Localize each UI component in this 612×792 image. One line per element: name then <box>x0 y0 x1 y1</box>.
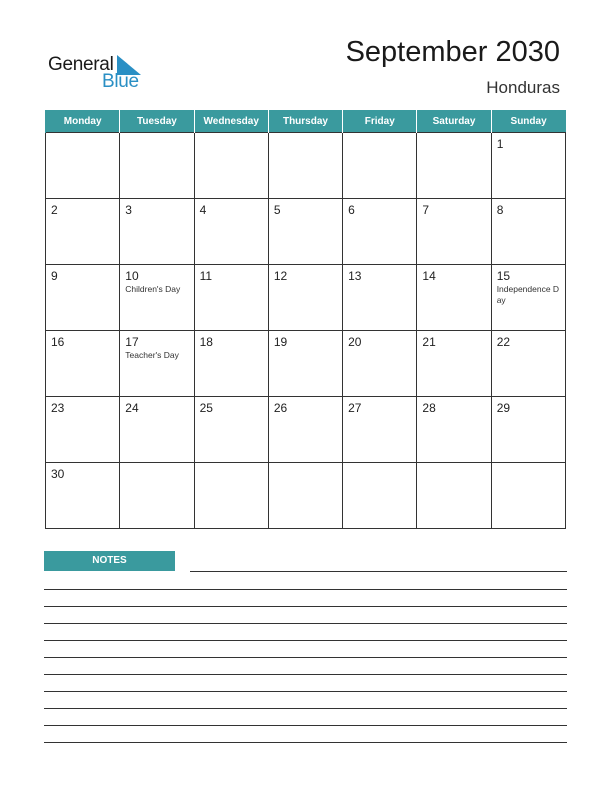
notes-line <box>44 742 567 743</box>
notes-header: NOTES <box>44 551 175 571</box>
day-number: 20 <box>348 335 362 349</box>
weekday-header: Sunday <box>491 110 565 133</box>
calendar-title: September 2030 <box>345 36 560 68</box>
notes-line <box>190 571 567 572</box>
logo-text-general: General <box>48 54 114 75</box>
weekday-header: Tuesday <box>120 110 194 133</box>
day-number: 13 <box>348 269 362 283</box>
calendar-day-cell <box>417 397 491 463</box>
calendar-day-cell <box>120 397 194 463</box>
day-number: 6 <box>348 203 355 217</box>
day-number: 7 <box>422 203 430 217</box>
calendar-day-cell <box>343 199 417 265</box>
day-number: 17 <box>125 335 139 349</box>
holiday-label: Independence Day <box>496 284 560 305</box>
calendar-day-cell <box>417 331 491 397</box>
day-number: 8 <box>496 203 504 217</box>
calendar-day-cell <box>194 199 268 265</box>
calendar-country: Honduras <box>486 78 560 97</box>
notes-line <box>44 674 567 675</box>
day-number: 25 <box>199 401 213 415</box>
calendar-day-cell <box>268 199 342 265</box>
notes-line <box>44 725 567 726</box>
calendar-day-cell <box>491 331 565 397</box>
day-number: 18 <box>199 335 213 349</box>
calendar-day-cell <box>417 133 491 199</box>
calendar-day-cell <box>194 463 268 529</box>
general-blue-logo <box>48 54 158 94</box>
weekday-header: Wednesday <box>194 110 268 133</box>
calendar-day-cell <box>343 397 417 463</box>
notes-line <box>44 589 567 590</box>
calendar-day-cell <box>46 133 120 199</box>
calendar-day-cell <box>417 265 491 331</box>
calendar-week-row <box>46 397 566 463</box>
calendar-week-row <box>46 133 566 199</box>
weekday-header: Friday <box>343 110 417 133</box>
calendar-day-cell <box>491 199 565 265</box>
calendar-day-cell <box>491 463 565 529</box>
day-number: 30 <box>51 467 65 481</box>
calendar-day-cell <box>46 331 120 397</box>
calendar-day-cell <box>268 463 342 529</box>
notes-line <box>44 623 567 624</box>
day-number: 15 <box>496 269 511 283</box>
weekday-header: Monday <box>46 110 120 133</box>
calendar-day-cell <box>491 397 565 463</box>
calendar-week-row <box>46 463 566 529</box>
calendar-day-cell <box>46 463 120 529</box>
calendar-day-cell <box>120 199 194 265</box>
calendar-day-cell <box>46 265 120 331</box>
day-number: 11 <box>199 269 213 283</box>
day-number: 27 <box>348 401 362 415</box>
day-number: 28 <box>422 401 436 415</box>
calendar-day-cell <box>268 331 342 397</box>
calendar-grid <box>45 110 566 529</box>
calendar-day-cell <box>343 265 417 331</box>
day-number: 4 <box>199 203 207 217</box>
calendar-day-cell <box>194 397 268 463</box>
holiday-label: Children's Day <box>125 284 181 294</box>
calendar-day-cell <box>120 331 194 397</box>
day-number: 23 <box>51 401 65 415</box>
day-number: 10 <box>125 269 139 283</box>
day-number: 24 <box>125 401 139 415</box>
calendar-day-cell <box>194 331 268 397</box>
calendar-day-cell <box>46 397 120 463</box>
calendar-day-cell <box>417 463 491 529</box>
weekday-header: Saturday <box>417 110 491 133</box>
calendar-day-cell <box>268 265 342 331</box>
notes-line <box>44 708 567 709</box>
day-number: 21 <box>422 335 436 349</box>
calendar-week-row <box>46 265 566 331</box>
calendar-day-cell <box>268 397 342 463</box>
calendar-day-cell <box>491 133 565 199</box>
calendar-day-cell <box>120 463 194 529</box>
calendar-day-cell <box>120 265 194 331</box>
logo-text-blue: Blue <box>102 71 139 92</box>
day-number: 12 <box>273 269 288 283</box>
calendar-day-cell <box>343 133 417 199</box>
holiday-label: Teacher's Day <box>125 350 179 360</box>
day-number: 29 <box>496 401 511 415</box>
calendar-day-cell <box>268 133 342 199</box>
calendar-day-cell <box>417 199 491 265</box>
calendar-day-cell <box>343 463 417 529</box>
weekday-header: Thursday <box>268 110 342 133</box>
weekday-header-row <box>46 110 566 133</box>
day-number: 26 <box>273 401 288 415</box>
day-number: 1 <box>496 137 504 151</box>
calendar-day-cell <box>491 265 565 331</box>
calendar-day-cell <box>194 133 268 199</box>
calendar-week-row <box>46 199 566 265</box>
calendar-week-row <box>46 331 566 397</box>
day-number: 9 <box>51 269 58 283</box>
calendar-day-cell <box>343 331 417 397</box>
notes-line <box>44 657 567 658</box>
calendar-day-cell <box>194 265 268 331</box>
day-number: 5 <box>273 203 281 217</box>
notes-line <box>44 691 567 692</box>
day-number: 3 <box>125 203 132 217</box>
notes-line <box>44 606 567 607</box>
notes-line <box>44 640 567 641</box>
calendar-day-cell <box>120 133 194 199</box>
day-number: 16 <box>51 335 65 349</box>
day-number: 22 <box>496 335 511 349</box>
day-number: 19 <box>273 335 288 349</box>
day-number: 2 <box>51 203 58 217</box>
day-number: 14 <box>422 269 436 283</box>
calendar-day-cell <box>46 199 120 265</box>
